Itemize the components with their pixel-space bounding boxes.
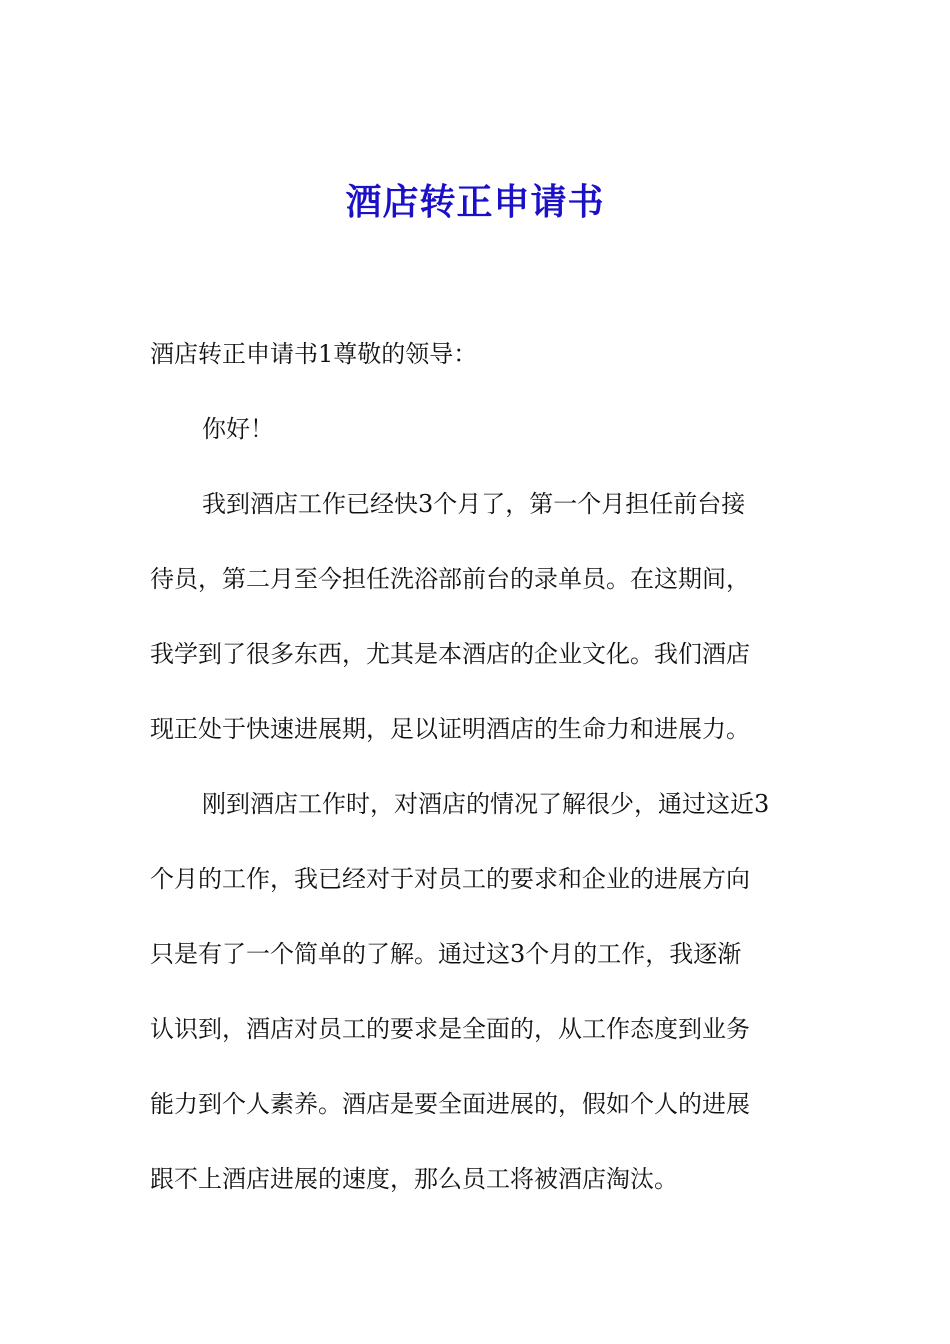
text-line: 认识到，酒店对员工的要求是全面的，从工作态度到业务 (150, 1015, 750, 1043)
document-body (150, 329, 810, 1229)
text-line: 你好！ (202, 415, 274, 443)
text-line: 酒店转正申请书1尊敬的领导： (150, 340, 478, 368)
text-line: 待员，第二月至今担任洗浴部前台的录单员。在这期间， (150, 565, 750, 593)
text-line: 我到酒店工作已经快3个月了，第一个月担任前台接 (202, 490, 746, 518)
text-line: 能力到个人素养。酒店是要全面进展的，假如个人的进展 (150, 1090, 750, 1118)
text-line: 现正处于快速进展期，足以证明酒店的生命力和进展力。 (150, 715, 750, 743)
text-line: 跟不上酒店进展的速度，那么员工将被酒店淘汰。 (150, 1165, 678, 1193)
text-line: 刚到酒店工作时，对酒店的情况了解很少，通过这近3 (202, 790, 770, 818)
text-line: 个月的工作，我已经对于对员工的要求和企业的进展方向 (150, 865, 750, 893)
document-title: 酒店转正申请书 (345, 181, 605, 223)
text-line: 只是有了一个简单的了解。通过这3个月的工作，我逐渐 (150, 940, 742, 968)
text-line: 我学到了很多东西，尤其是本酒店的企业文化。我们酒店 (150, 640, 750, 668)
